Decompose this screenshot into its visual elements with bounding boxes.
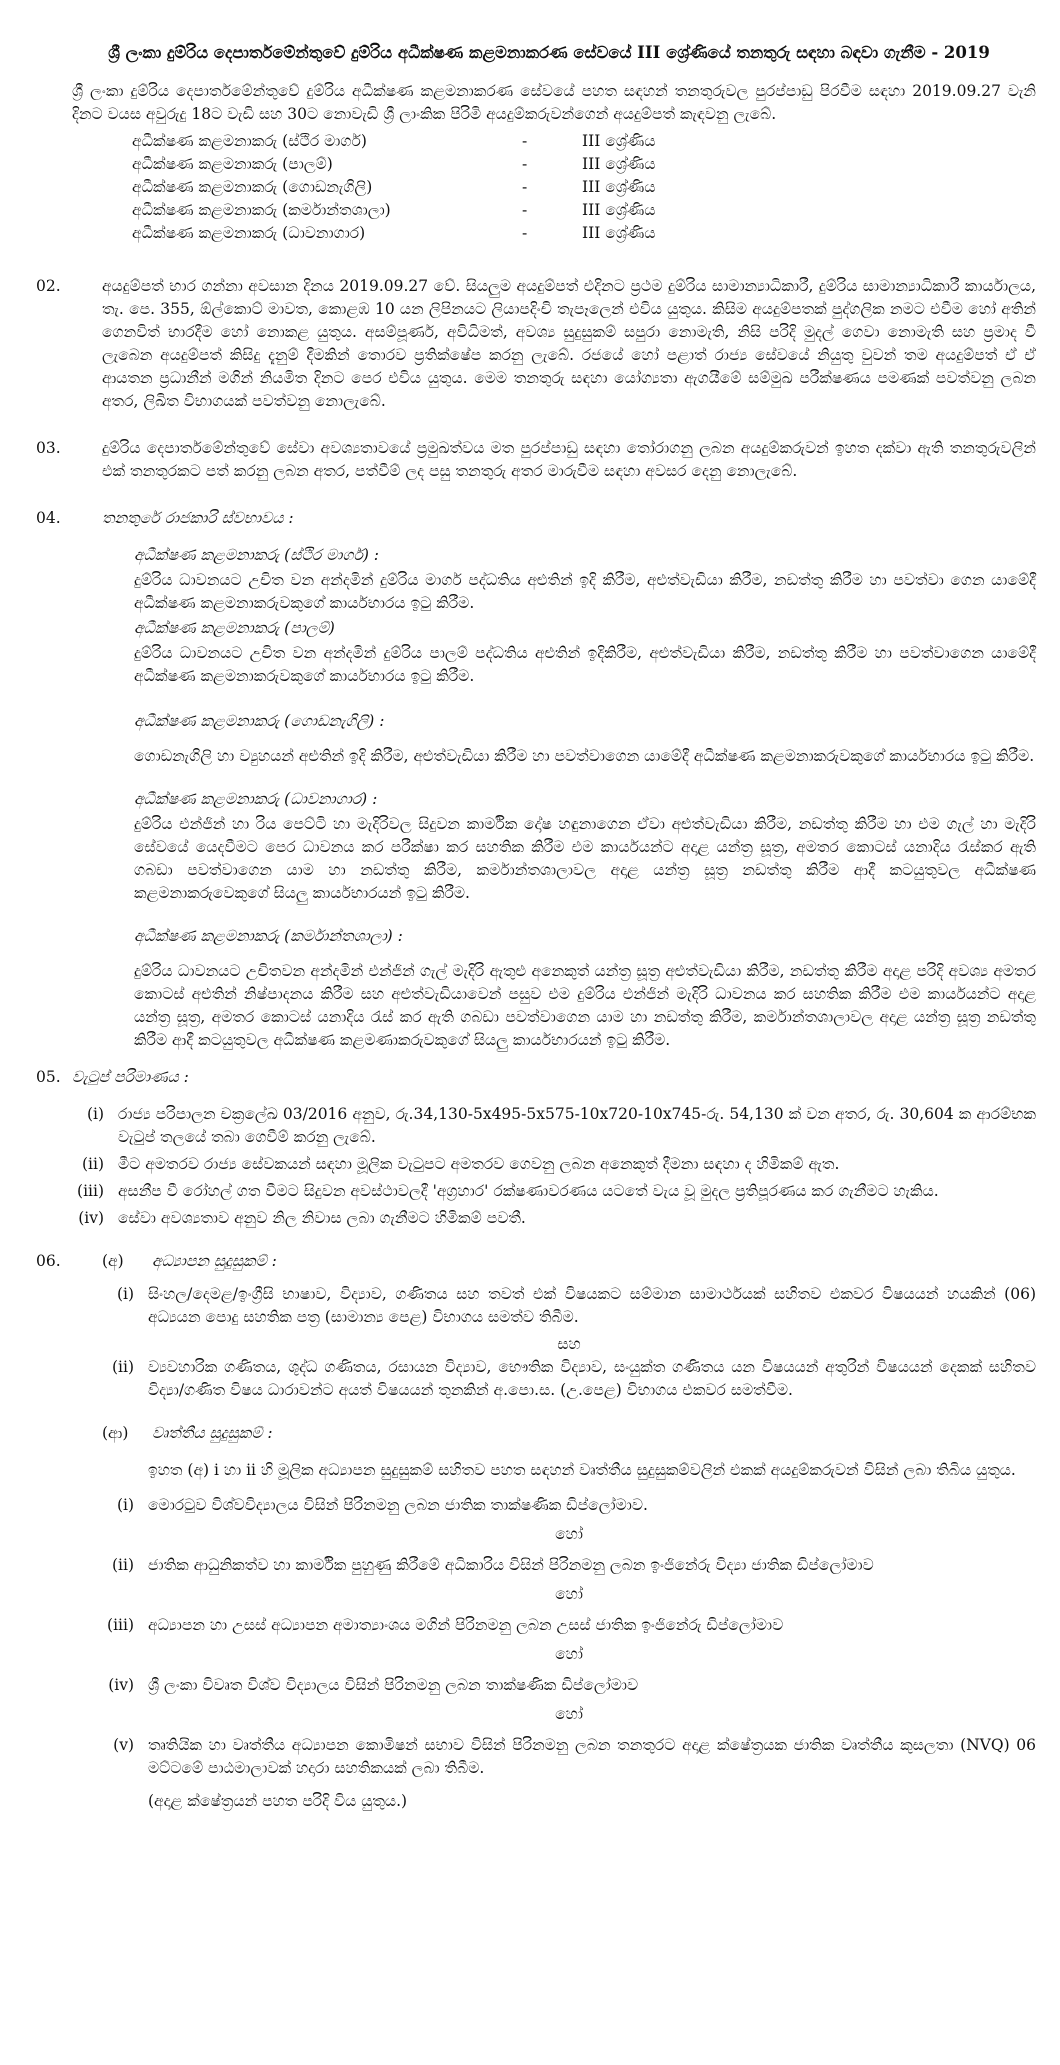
vocational-item	[102, 1494, 1036, 1517]
item-number: (iii)	[77, 1182, 104, 1200]
grade-post-name: අධීක්ෂණ කළමනාකරු (ස්ථිර මාර්ග)	[132, 132, 367, 150]
grade-row	[132, 222, 1036, 245]
item-text: ව්‍යවහාරික ගණිතය, ශුද්ධ ගණිතය, රසායන විද්‍යාව, භෞතික විද්‍යාව, සංයුක්ත ගණිතය යන විෂයයන් අතුරින් විෂයයන් දෙකක් සහිතව විද්‍යා/ගණිත විෂය ධාරාවන්ට අයත් විෂයයන් තුනකින් අ.පො.ස. (උ.පෙළ) විභාගය එකවර සමත්වීම.	[148, 1358, 1036, 1399]
item-number: (ii)	[111, 1556, 134, 1574]
duty-block	[134, 925, 1036, 1052]
section-number: 04.	[36, 509, 61, 527]
item-number: (iv)	[78, 1209, 104, 1227]
duty-block	[134, 617, 1036, 688]
grade-list	[132, 130, 1036, 245]
duty-title: අධීක්ෂණ කළමනාකරු (පාලම්)	[134, 619, 335, 637]
vocational-intro: ඉහත (අ) i හා ii හි මූලික අධ්‍යාපන සුදුසුකම් සහිතව පහත සඳහන් වෘත්තීය සුදුසුකම්වලින් එකක් අයදුම්කරුවන් විසින් ලබා තිබිය යුතුය.	[148, 1461, 1016, 1479]
item-text: සේවා අවශ්‍යතාව අනුව නිල නිවාස ලබා ගැනීමට හිමිකම් පවතී.	[118, 1209, 526, 1227]
duty-title: අධීක්ෂණ කළමනාකරු (කර්මාන්තශාලා) :	[134, 927, 403, 945]
item-number: (i)	[116, 1496, 134, 1514]
vocational-item	[102, 1734, 1036, 1780]
item-number: (ii)	[81, 1155, 104, 1173]
duty-text: දුම්රිය ධාවනයට උචිතවන අන්දමින් එන්ජින් ගැල් මැදිරි ඇතුළු අනෙකුත් යන්ත්‍ර සූත්‍ර අළුත්වැඩියා කිරීම, නඩත්තු කිරීම අදාළ පරිදි අවශ්‍ය අමතර කොටස් අළුතින් නිෂ්පාදනය කිරීම සහ අළුත්වැඩියාවෙන් පසුව එම දුම්රිය එන්ජින් මැදිරි ධාවනය කර සහතික කිරීම එම කාර්යයන්ට අදාළ යන්ත්‍ර සූත්‍ර, අමතර කොටස් යනාදිය රැස් කර ඇති ගබඩා පවත්වාගෙන යාම හා නඩත්තු කිරීම, කර්මාන්තශාලාවල අදාළ යන්ත්‍ර සූත්‍ර නඩත්තු කිරීම ආදී කටයුතුවල අධීක්ෂණ කළමණාකරුවකුගේ සියලු කාර්යභාරයන් ඉටු කිරීම.	[134, 962, 1036, 1049]
grade-row	[132, 176, 1036, 199]
item-text: අධ්‍යාපන හා උසස් අධ්‍යාපන අමාත්‍යාංශය මගින් පිරිනමනු ලබන උසස් ජාතික ඉංජිනේරු ඩිප්ලෝමාව	[148, 1616, 784, 1634]
intro-paragraph: ශ්‍රී ලංකා දුම්රිය දෙපාර්තමේන්තුවේ දුම්රිය අධීක්ෂණ කළමනාකරණ සේවයේ පහත සඳහන් තනතුරුවල පුරප්පාඩු පිරවීම සඳහා 2019.09.27 වැනි දිනට වයස අවුරුදු 18ට වැඩි සහ 30ට නොවැඩි ශ්‍රී ලාංකික පිරිමි අයදුම්කරුවන්ගෙන් අයදුම්පත් කැඳවනු ලැබේ.	[72, 82, 1036, 123]
item-number: (v)	[113, 1736, 134, 1754]
grade-post-name: අධීක්ෂණ කළමනාකරු (පාලම්)	[132, 155, 333, 173]
vocational-item	[102, 1554, 1036, 1577]
duty-block	[134, 788, 1036, 905]
duty-text: දුම්රිය එන්ජින් හා රිය පෙට්ටි හා මැදිරිවල සිදුවන කාර්මික දෝෂ හඳුනාගෙන ඒවා අළුත්වැඩියා කිරීම, නඩත්තු කිරීම හා එම ගැල් හා මැදිරි සේවයේ යෙදවීමට පෙර ධාවනය කර පරීක්ෂා කර සහතික කිරීම එම කාර්යයන්ට අදාළ යන්ත්‍ර සූත්‍ර, අමතර කොටස් යනාදිය රැස්කර ඇති ගබඩා පවත්වාගෙන යාම හා නඩත්තු කිරීම, කර්මාන්තශාලාවල අදාළ යන්ත්‍ර සූත්‍ර නඩත්තු කිරීම ආදී කටයුතුවල අධීක්ෂණ කළමනාකරුවෙකුගේ සියලු කාර්යභාරයන් ඉටු කිරීම.	[134, 815, 1036, 902]
item-number: (i)	[116, 1285, 134, 1303]
section-heading: වැටුප් පරිමාණය :	[72, 1068, 189, 1086]
section-06	[36, 1250, 1036, 1813]
salary-item	[72, 1207, 1036, 1230]
item-text: අසනීප වී රෝහල් ගත වීමට සිදුවන අවස්ථාවලදී 'අග්‍රහාර' රක්ෂණාවරණය යටතේ වැය වූ මුදල ප්‍රතිපූරණය කර ගැනීමට හැකිය.	[118, 1182, 939, 1200]
or-separator: හෝ	[555, 1645, 583, 1663]
item-text: ජාතික ආධුනිකත්ව හා කාර්මික පුහුණු කිරීමේ අධිකාරිය විසින් පිරිනමනු ලබන ඉංජිනේරු විද්‍යා ජාතික ඩිප්ලෝමාව	[148, 1556, 874, 1574]
or-separator: හෝ	[555, 1585, 583, 1603]
section-04	[36, 507, 1036, 1052]
grade-dash: -	[522, 178, 528, 196]
section-number: 06.	[36, 1252, 61, 1270]
vocational-item	[102, 1674, 1036, 1697]
duty-text: දුම්රිය ධාවනයට උචිත වන අන්දමින් දුම්රිය පාලම් පද්ධතිය අළුතින් ඉදිකිරීම, අළුත්වැඩියා කිරීම, නඩත්තු කිරීම හා පවත්වාගෙන යාමේදී අධීක්ෂණ කළමනාකරුවකුගේ කාර්යභාරය ඉටු කිරීම.	[134, 644, 1036, 685]
section-heading: තනතුරේ රාජකාරි ස්වභාවය :	[102, 509, 294, 527]
grade-dash: -	[522, 224, 528, 242]
grade-level: III ශ්‍රේණිය	[582, 201, 656, 219]
section-number: 05.	[36, 1068, 61, 1086]
grade-row	[132, 130, 1036, 153]
vocational-item	[102, 1614, 1036, 1637]
item-number: (ii)	[111, 1358, 134, 1376]
duty-title: අධීක්ෂණ කළමනාකරු (ස්ථිර මාර්ග) :	[134, 546, 380, 564]
item-text: සිංහල/දෙමළ/ඉංග්‍රීසි භාෂාව, විද්‍යාව, ගණිතය සහ තවත් එක් විෂයකට සම්මාන සාමාර්ථයක් සහිතව එකවර විෂයයන් හයකින් (06) අධ්‍යයන පොදු සහතික පත්‍ර (සාමාන්‍ය පෙළ) විභාගය සමත්ව තිබීම.	[148, 1285, 1036, 1326]
duty-text: දුම්රිය ධාවනයට උචිත වන අන්දමින් දුම්රිය මාර්ග පද්ධතිය අළුතින් ඉදි කිරීම, අළුත්වැඩියා කිරීම, නඩත්තු කිරීම හා පවත්වා ගෙන යාමේදී අධීක්ෂණ කළමනාකරුවකුගේ කාර්යභාරය ඉටු කිරීම.	[134, 571, 1036, 612]
item-number: (iii)	[107, 1616, 134, 1634]
grade-level: III ශ්‍රේණිය	[582, 224, 656, 242]
grade-dash: -	[522, 155, 528, 173]
section-02	[36, 275, 1036, 413]
item-text: ශ්‍රී ලංකා විවෘත විශ්ව විද්‍යාලය විසින් පිරිනමනු ලබන තාක්ෂණික ඩිප්ලෝමාව	[148, 1676, 639, 1694]
qualification-item	[102, 1283, 1036, 1329]
grade-level: III ශ්‍රේණිය	[582, 155, 656, 173]
item-text: රාජ්‍ය පරිපාලන චක්‍රලේඛ 03/2016 අනුව, රු.34,130-5x495-5x575-10x720-10x745-රු. 54,130 ක් වන අතර, රු. 30,604 ක ආරම්භක වැටුප් තලයේ තබා ගෙවීම් කරනු ලැබේ.	[118, 1105, 1036, 1146]
subsection-heading: වෘත්තීය සුදුසුකම් :	[152, 1424, 273, 1442]
salary-item	[72, 1103, 1036, 1149]
section-05	[36, 1066, 1036, 1230]
duty-title: අධීක්ෂණ කළමනාකරු (ගොඩනැගිලි) :	[134, 712, 385, 730]
document-title: ශ්‍රී ලංකා දුම්රිය දෙපාර්තමේන්තුවේ දුම්රිය අධීක්ෂණ කළමනාකරණ සේවයේ III ශ්‍රේණියේ තනතුරු සඳහා බඳවා ගැනීම - 2019	[108, 43, 990, 62]
section-text: දුම්රිය දෙපාර්තමේන්තුවේ සේවා අවශ්‍යතාවයේ ප්‍රමුඛත්වය මත පුරප්පාඩු සඳහා තෝරාගනු ලබන අයදුම්කරුවන් ඉහත දක්වා ඇති තනතුරුවලින් එක් තනතුරකට පත් කරනු ලබන අතර, පත්වීම් ලද පසු තනතුරු අතර මාරුවීම සඳහා අවසර දෙනු නොලැබේ.	[102, 439, 1036, 480]
duty-text: ගොඩනැගිලි හා ව්‍යුහයන් අළුතින් ඉදි කිරීම, අළුත්වැඩියා කිරීම හා පවත්වාගෙන යාමේදී අධීක්ෂණ කළමනාකරුවකුගේ කාර්යභාරය ඉටු කිරීම.	[134, 747, 1035, 765]
subsection-label: (ආ)	[102, 1424, 129, 1442]
duty-title: අධීක්ෂණ කළමනාකරු (ධාවනාගාර) :	[134, 790, 378, 808]
salary-item	[72, 1180, 1036, 1203]
section-number: 03.	[36, 439, 61, 457]
item-text: මොරටුව විශ්වවිද්‍යාලය විසින් පිරිනමනු ලබන ජාතික තාක්ෂණික ඩිප්ලෝමාව.	[148, 1496, 648, 1514]
grade-row	[132, 153, 1036, 176]
grade-level: III ශ්‍රේණිය	[582, 178, 656, 196]
or-separator: හෝ	[555, 1525, 583, 1543]
item-number: (i)	[86, 1105, 104, 1123]
item-number: (iv)	[108, 1676, 134, 1694]
grade-row	[132, 199, 1036, 222]
or-separator: හෝ	[555, 1705, 583, 1723]
grade-level: III ශ්‍රේණිය	[582, 132, 656, 150]
item-text: තෘතියික හා වෘත්තීය අධ්‍යාපන කොමිෂන් සභාව විසින් පිරිනමනු ලබන තනතුරට අදාළ ක්ෂේත්‍රයක ජාතික වෘත්තීය කුසලතා (NVQ) 06 මට්ටමේ පාඨමාලාවක් හදාරා සහතිකයක් ලබා තිබීම.	[148, 1736, 1036, 1777]
item-text: මීට අමතරව රාජ්‍ය සේවකයන් සඳහා මූලික වැටුපට අමතරව ගෙවනු ලබන අනෙකුත් දීමනා සඳහා ද හිමිකම් ඇත.	[118, 1155, 840, 1173]
grade-post-name: අධීක්ෂණ කළමනාකරු (ධාවනාගාර)	[132, 224, 366, 242]
section-number: 02.	[36, 277, 61, 295]
grade-post-name: අධීක්ෂණ කළමනාකරු (ගොඩනැගිලි)	[132, 178, 373, 196]
grade-post-name: අධීක්ෂණ කළමනාකරු (කර්මාන්තශාලා)	[132, 201, 391, 219]
salary-item	[72, 1153, 1036, 1176]
duty-block	[134, 544, 1036, 615]
section-text: අයදුම්පත් භාර ගන්නා අවසාන දිනය 2019.09.27 වේ. සියලුම අයදුම්පත් එදිනට ප්‍රථම දුම්රිය සාමාන්‍යාධිකාරී, දුම්රිය සාමාන්‍යාධිකාරී කාර්යාලය, තැ. පෙ. 355, ඕල්කොට් මාවත, කොළඹ 10 යන ලිපිනයට ලියාපදිංචි තැපෑලෙන් එවිය යුතුය. කිසිම අයදුම්පතක් පුද්ගලික නමට එවීම හෝ අතින් ගෙනවිත් භාරදීම හෝ නොකළ යුතුය. අසම්පූර්ණ, අවිධිමත්, අවශ්‍ය සුදුසුකම් සපුරා නොමැති, නිසි පරිදි මුදල් ගෙවා නොමැති සහ ප්‍රමාද වී ලැබෙන අයදුම්පත් කිසිදු දැනුම් දීමකින් තොරව ප්‍රතික්ෂේප කරනු ලැබේ. රජයේ හෝ පළාත් රාජ්‍ය සේවයේ නියුතු වුවන් තම අයදුම්පත් ඒ ඒ ආයතන ප්‍රධානීන් මගින් නියමිත දිනට පෙර එවිය යුතුය. මෙම තනතුරු සඳහා යෝග්‍යතා ඇගයීමේ සම්මුඛ පරීක්ෂණය පමණක් පවත්වනු ලබන අතර, ලිඛිත විභාගයක් පවත්වනු නොලැබේ.	[102, 277, 1036, 410]
qualification-item	[102, 1356, 1036, 1402]
grade-dash: -	[522, 201, 528, 219]
subsection-label: (අ)	[102, 1252, 124, 1270]
section-03	[36, 437, 1036, 483]
duty-block	[134, 710, 1036, 768]
subsection-heading: අධ්‍යාපන සුදුසුකම් :	[152, 1252, 277, 1270]
fields-note: (අදාළ ක්ෂේත්‍රයන් පහත පරිදි විය යුතුය.)	[148, 1792, 408, 1810]
and-separator: සහ	[557, 1335, 581, 1353]
grade-dash: -	[522, 132, 528, 150]
